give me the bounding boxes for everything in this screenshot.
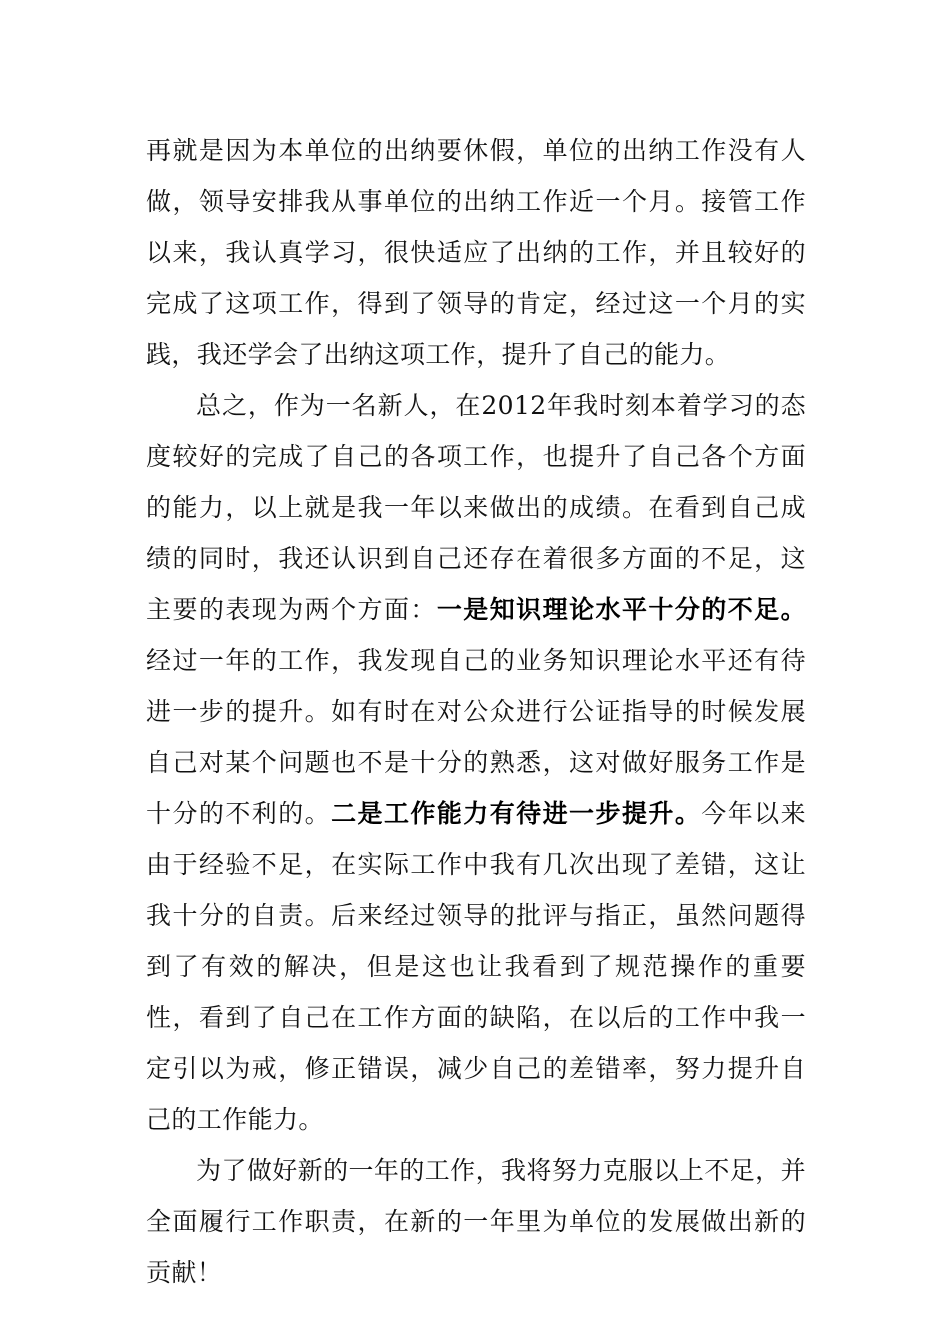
- emphasis-second-shortcoming: 二是工作能力有待进一步提升。: [331, 799, 702, 828]
- paragraph-summary: [146, 380, 806, 1145]
- paragraph-text: 总之，作为一名新人，在2012年我时刻本着学习的态度较好的完成了自己的各项工作，也提升了自己各个方面的能力，以上就是我一年以来做出的成绩。在看到自己成绩的同时，我还认识到自己还存在着很多方面的不足，这主要的表现为两个方面：: [146, 391, 806, 624]
- paragraph-text: 再就是因为本单位的出纳要休假，单位的出纳工作没有人做，领导安排我从事单位的出纳工作近一个月。接管工作以来，我认真学习，很快适应了出纳的工作，并且较好的完成了这项工作，得到了领导的肯定，经过这一个月的实践，我还学会了出纳这项工作，提升了自己的能力。: [146, 136, 806, 369]
- paragraph-text: 为了做好新的一年的工作，我将努力克服以上不足，并全面履行工作职责，在新的一年里为单位的发展做出新的贡献！: [146, 1156, 806, 1287]
- paragraph-work-continuation: [146, 125, 806, 380]
- paragraph-text: 经过一年的工作，我发现自己的业务知识理论水平还有待进一步的提升。如有时在对公众进行公证指导的时候发展自己对某个问题也不是十分的熟悉，这对做好服务工作是十分的不利的。: [146, 646, 806, 828]
- document-page: [146, 125, 806, 1298]
- emphasis-first-shortcoming: 一是知识理论水平十分的不足。: [436, 595, 806, 624]
- paragraph-text: 今年以来由于经验不足，在实际工作中我有几次出现了差错，这让我十分的自责。后来经过领导的批评与指正，虽然问题得到了有效的解决，但是这也让我看到了规范操作的重要性，看到了自己在工作方面的缺陷，在以后的工作中我一定引以为戒，修正错误，减少自己的差错率，努力提升自己的工作能力。: [146, 799, 806, 1134]
- paragraph-closing: [146, 1145, 806, 1298]
